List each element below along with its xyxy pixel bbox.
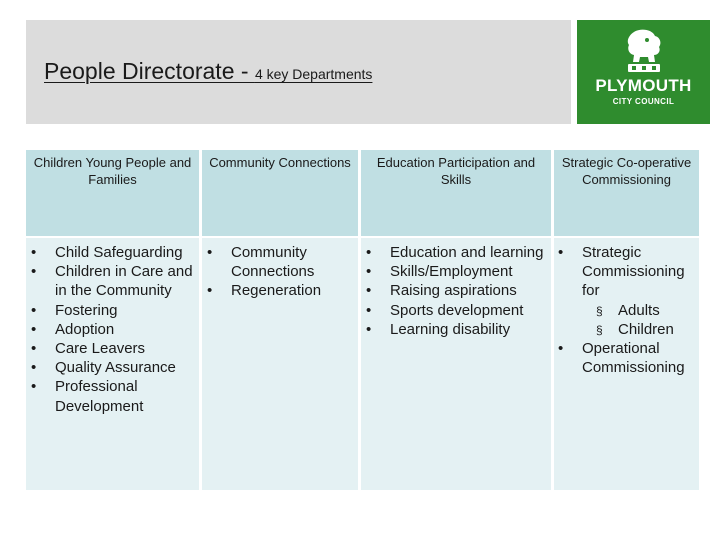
list-item: • Education and learning (390, 243, 547, 262)
list-item: • Children in Care and in the Community (55, 262, 195, 300)
list-item: • Adoption (55, 320, 195, 339)
list-item: • Operational Commissioning (582, 339, 695, 377)
sub-list-item: § Adults (582, 301, 695, 320)
column-heading-education: Education Participation and Skills (361, 150, 551, 236)
title-subtitle: 4 key Departments (254, 66, 373, 82)
title-main: People Directorate - (44, 58, 255, 84)
list-item: • Sports development (390, 301, 547, 320)
column-body-education (361, 238, 551, 490)
list-item: • Professional Development (55, 377, 195, 415)
sub-list-item: § Children (582, 320, 695, 339)
column-heading-commissioning: Strategic Co-operative Commissioning (554, 150, 699, 236)
list-item: • Strategic Commissioning for (582, 243, 695, 301)
page-title (44, 58, 372, 85)
column-heading-community: Community Connections (202, 150, 358, 236)
column-body-commissioning (554, 238, 699, 490)
list-item: • Regeneration (231, 281, 354, 300)
logo-subtitle: CITY COUNCIL (612, 97, 675, 106)
list-item: • Community Connections (231, 243, 354, 281)
column-body-community (202, 238, 358, 490)
list-item: • Care Leavers (55, 339, 195, 358)
list-item: • Fostering (55, 301, 195, 320)
list-item: • Skills/Employment (390, 262, 547, 281)
column-heading-cypf: Children Young People and Families (26, 150, 199, 236)
plymouth-logo (577, 20, 710, 124)
column-body-cypf (26, 238, 199, 490)
list-item: • Quality Assurance (55, 358, 195, 377)
logo-name: PLYMOUTH (595, 76, 692, 95)
list-item: • Raising aspirations (390, 281, 547, 300)
list-item: • Child Safeguarding (55, 243, 195, 262)
list-item: • Learning disability (390, 320, 547, 339)
lion-crest-icon (622, 28, 666, 74)
